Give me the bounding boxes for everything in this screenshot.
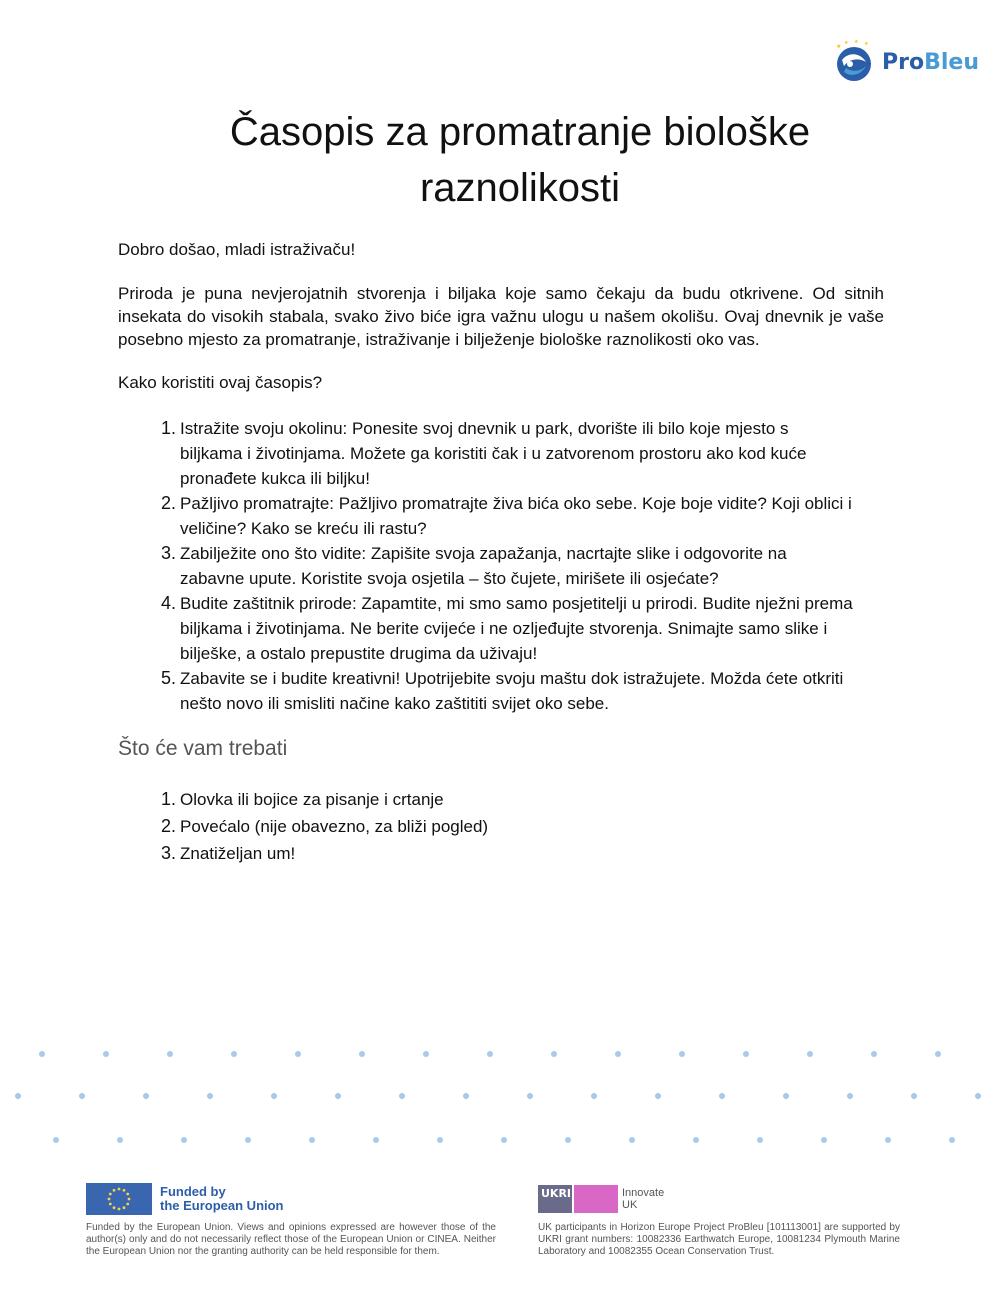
probleu-logo-icon: [830, 38, 878, 86]
decorative-dot: [807, 1051, 813, 1057]
intro-paragraph: Priroda je puna nevjerojatnih stvorenja i biljaka koje samo čekaju da budu otkrivene. Od sitnih insekata do visokih stabala, svako živo biće igra važnu ulogu u našem okolišu. Ovaj dnevnik je vaše posebno mjesto za promatranje, istraživanje i bilježenje biološke raznolikosti oko vas.: [118, 284, 884, 349]
decorative-dot: [911, 1093, 917, 1099]
decorative-dot: [949, 1137, 955, 1143]
greeting: Dobro došao, mladi istraživaču!: [118, 240, 356, 259]
list-item: 3. Zabilježite ono što vidite: Zapišite svoja zapažanja, nacrtajte slike i odgovorite na zabavne upute. Koristite svoja osjetila – što čujete, mirišete ili osjećate?: [160, 543, 787, 588]
decorative-dot: [679, 1051, 685, 1057]
list-item: 2. Pažljivo promatrajte: Pažljivo promatrajte živa bića oko sebe. Koje boje vidite? Koji oblici i veličine? Kako se kreću ili rastu?: [160, 493, 852, 538]
title-line-1: Časopis za promatranje biološke: [229, 110, 811, 154]
svg-text:★: ★: [844, 40, 849, 46]
decorative-dot: [143, 1093, 149, 1099]
decorative-dot: [103, 1051, 109, 1057]
svg-text:★: ★: [836, 44, 842, 50]
decorative-dot: [373, 1137, 379, 1143]
decorative-dot: [551, 1051, 557, 1057]
needs-heading: Što će vam trebati: [118, 737, 288, 760]
decorative-dot: [693, 1137, 699, 1143]
decorative-dot: [309, 1137, 315, 1143]
list-item: 3. Znatiželjan um!: [160, 843, 296, 863]
innovate-uk-label: Innovate UK: [622, 1187, 665, 1211]
decorative-dot: [655, 1093, 661, 1099]
decorative-dot: [53, 1137, 59, 1143]
eu-funding-notice: [86, 1183, 496, 1258]
list-item: 5. Zabavite se i budite kreativni! Upotrijebite svoju maštu dok istražujete. Možda ćete otkriti nešto novo ili smisliti načine kako zaštititi svijet oko sebe.: [160, 668, 844, 713]
ukri-logo-icon: [538, 1183, 618, 1215]
title-line-2: raznolikosti: [419, 166, 621, 210]
eu-disclaimer: Funded by the European Union. Views and opinions expressed are however those of the author(s) only and do not necessarily reflect those of the European Union or CINEA. Neither the European Union nor the granting authority can be held responsible for them.: [86, 1222, 496, 1257]
decorative-dot: [79, 1093, 85, 1099]
decorative-dot: [757, 1137, 763, 1143]
decorative-dot: [719, 1093, 725, 1099]
decorative-dot: [295, 1051, 301, 1057]
uk-funding-notice: [538, 1183, 900, 1258]
list-item: 1. Olovka ili bojice za pisanje i crtanje: [160, 789, 444, 809]
svg-text:★: ★: [864, 41, 869, 47]
decorative-dot: [207, 1093, 213, 1099]
probleu-wordmark: ProBleu: [882, 49, 979, 75]
decorative-dot: [847, 1093, 853, 1099]
probleu-logo: [830, 38, 979, 86]
decorative-dot: [15, 1093, 21, 1099]
decorative-dot: [167, 1051, 173, 1057]
decorative-dot: [565, 1137, 571, 1143]
svg-text:★: ★: [854, 39, 859, 45]
list-item: 2. Povećalo (nije obavezno, za bliži pogled): [160, 816, 489, 836]
decorative-dot: [437, 1137, 443, 1143]
eu-flag-icon: [86, 1183, 152, 1215]
list-item: 4. Budite zaštitnik prirode: Zapamtite, mi smo samo posjetitelji u prirodi. Budite nježni prema biljkama i životinjama. Ne berite cvijeće i ne ozljeđujte stvorenja. Snimajte samo slike i bilješke, a ostalo prepustite drugima da uživaju!: [160, 593, 853, 663]
decorative-dot: [231, 1051, 237, 1057]
decorative-dot: [181, 1137, 187, 1143]
svg-text:UKRI: UKRI: [541, 1187, 572, 1200]
decorative-dot: [463, 1093, 469, 1099]
how-to-question: Kako koristiti ovaj časopis?: [118, 373, 323, 392]
how-to-list: [118, 416, 884, 716]
decorative-dot: [487, 1051, 493, 1057]
eu-funded-title: Funded by the European Union: [160, 1184, 284, 1213]
decorative-dot: [935, 1051, 941, 1057]
list-item: 1. Istražite svoju okolinu: Ponesite svoj dnevnik u park, dvorište ili bilo koje mjesto s biljkama i životinjama. Možete ga koristiti čak i u zatvorenom prostoru ako kod kuće pronađete kukca ili biljku!: [160, 418, 807, 488]
needs-list: [118, 787, 884, 868]
decorative-dot: [743, 1051, 749, 1057]
decorative-dot: [527, 1093, 533, 1099]
decorative-dot: [245, 1137, 251, 1143]
decorative-dots: [0, 1040, 1000, 1150]
decorative-dot: [335, 1093, 341, 1099]
decorative-dot: [885, 1137, 891, 1143]
decorative-dot: [117, 1137, 123, 1143]
decorative-dot: [615, 1051, 621, 1057]
decorative-dot: [591, 1093, 597, 1099]
decorative-dot: [975, 1093, 981, 1099]
decorative-dot: [871, 1051, 877, 1057]
uk-disclaimer: UK participants in Horizon Europe Project ProBleu [101113001] are supported by UKRI grant numbers: 10082336 Earthwatch Europe, 10081234 Plymouth Marine Laboratory and 10082355 Ocean Conservation Trust.: [538, 1222, 900, 1257]
decorative-dot: [501, 1137, 507, 1143]
decorative-dot: [359, 1051, 365, 1057]
decorative-dot: [271, 1093, 277, 1099]
decorative-dot: [783, 1093, 789, 1099]
decorative-dot: [629, 1137, 635, 1143]
decorative-dot: [821, 1137, 827, 1143]
decorative-dot: [39, 1051, 45, 1057]
decorative-dot: [423, 1051, 429, 1057]
page-title: [120, 104, 920, 216]
decorative-dot: [399, 1093, 405, 1099]
